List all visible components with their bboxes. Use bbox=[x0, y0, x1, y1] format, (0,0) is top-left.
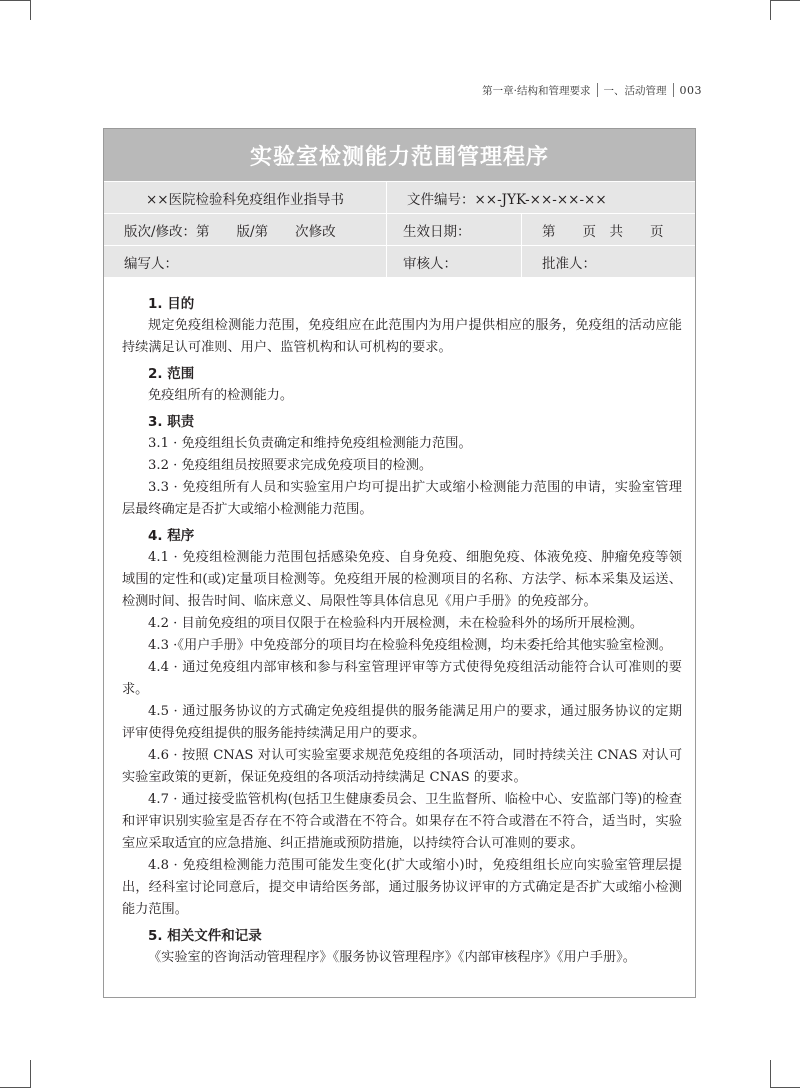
header-divider bbox=[597, 83, 598, 97]
version-cell: 版次/修改：第 版/第 次修改 bbox=[104, 214, 387, 245]
procedure-document bbox=[103, 128, 696, 998]
chapter-label: 第一章·结构和管理要求 bbox=[482, 84, 591, 97]
document-title: 实验室检测能力范围管理程序 bbox=[104, 129, 695, 181]
paragraph: 4.6 · 按照 CNAS 对认可实验室要求规范免疫组的各项活动，同时持续关注 CNAS 对认可实验室政策的更新，保证免疫组的各项活动持续满足 CNAS 的要求。 bbox=[122, 748, 682, 785]
paragraph: 4.1 · 免疫组检测能力范围包括感染免疫、自身免疫、细胞免疫、体液免疫、肿瘤免疫等领域围的定性和(或)定量项目检测等。免疫组开展的检测项目的名称、方法学、标本采集及运送、检测时间、报告时间、临床意义、局限性等具体信息见《用户手册》的免疫部分。 bbox=[122, 550, 682, 609]
section-label: 一、活动管理 bbox=[603, 84, 667, 97]
paragraph: 4.4 · 通过免疫组内部审核和参与科室管理评审等方式使得免疫组活动能符合认可准则的要求。 bbox=[122, 660, 682, 697]
header-divider bbox=[673, 83, 674, 97]
paragraph: 《实验室的咨询活动管理程序》《服务协议管理程序》《内部审核程序》《用户手册》。 bbox=[148, 950, 636, 965]
crop-mark bbox=[770, 0, 800, 1]
crop-mark bbox=[30, 1060, 31, 1088]
section-heading: 3. 职责 bbox=[148, 414, 195, 430]
crop-mark bbox=[30, 0, 31, 20]
paragraph: 3.1 · 免疫组组长负责确定和维持免疫组检测能力范围。 bbox=[148, 436, 472, 451]
paragraph: 3.2 · 免疫组组员按照要求完成免疫项目的检测。 bbox=[148, 458, 433, 473]
crop-mark bbox=[0, 0, 30, 1]
paragraph: 4.8 · 免疫组检测能力范围可能发生变化(扩大或缩小)时，免疫组组长应向实验室管理层提出，经科室讨论同意后，提交申请给医务部，通过服务协议评审的方式确定是否扩大或缩小检测能力范围。 bbox=[122, 858, 682, 917]
paragraph: 规定免疫组检测能力范围，免疫组应在此范围内为用户提供相应的服务，免疫组的活动应能持续满足认可准则、用户、监管机构和认可机构的要求。 bbox=[122, 318, 682, 355]
reviewer-cell: 审核人： bbox=[387, 246, 522, 277]
info-row bbox=[104, 213, 695, 245]
document-body bbox=[122, 293, 682, 969]
paragraph: 4.3 ·《用户手册》中免疫部分的项目均在检验科免疫组检测，均未委托给其他实验室检测。 bbox=[148, 638, 672, 653]
info-row bbox=[104, 245, 695, 277]
section-heading: 4. 程序 bbox=[148, 528, 195, 544]
crop-mark bbox=[770, 1060, 771, 1088]
doc-number-cell: 文件编号：××-JYK-××-××-×× bbox=[387, 182, 695, 213]
running-header bbox=[482, 80, 702, 100]
document-info-table bbox=[104, 181, 695, 277]
page-count-cell: 第 页 共 页 bbox=[522, 214, 695, 245]
paragraph: 3.3 · 免疫组所有人员和实验室用户均可提出扩大或缩小检测能力范围的申请，实验室管理层最终确定是否扩大或缩小检测能力范围。 bbox=[122, 480, 682, 517]
section-heading: 5. 相关文件和记录 bbox=[148, 928, 262, 944]
paragraph: 4.7 · 通过接受监管机构(包括卫生健康委员会、卫生监督所、临检中心、安监部门等)的检查和评审识别实验室是否存在不符合或潜在不符合。如果存在不符合或潜在不符合，适当时，实验室应采取适宜的应急措施、纠正措施或预防措施，以持续符合认可准则的要求。 bbox=[122, 792, 682, 851]
approver-cell: 批准人： bbox=[522, 246, 695, 277]
page-number: 003 bbox=[679, 83, 702, 97]
paragraph: 免疫组所有的检测能力。 bbox=[148, 388, 294, 403]
section-heading: 2. 范围 bbox=[148, 366, 195, 382]
crop-mark bbox=[770, 0, 771, 20]
paragraph: 4.5 · 通过服务协议的方式确定免疫组提供的服务能满足用户的要求，通过服务协议的定期评审使得免疫组提供的服务能持续满足用户的要求。 bbox=[122, 704, 682, 741]
paragraph: 4.2 · 目前免疫组的项目仅限于在检验科内开展检测，未在检验科外的场所开展检测。 bbox=[148, 616, 644, 631]
doc-name-cell: ××医院检验科免疫组作业指导书 bbox=[104, 182, 387, 213]
effective-date-cell: 生效日期： bbox=[387, 214, 522, 245]
author-cell: 编写人： bbox=[104, 246, 387, 277]
section-heading: 1. 目的 bbox=[148, 296, 195, 312]
info-row bbox=[104, 181, 695, 213]
